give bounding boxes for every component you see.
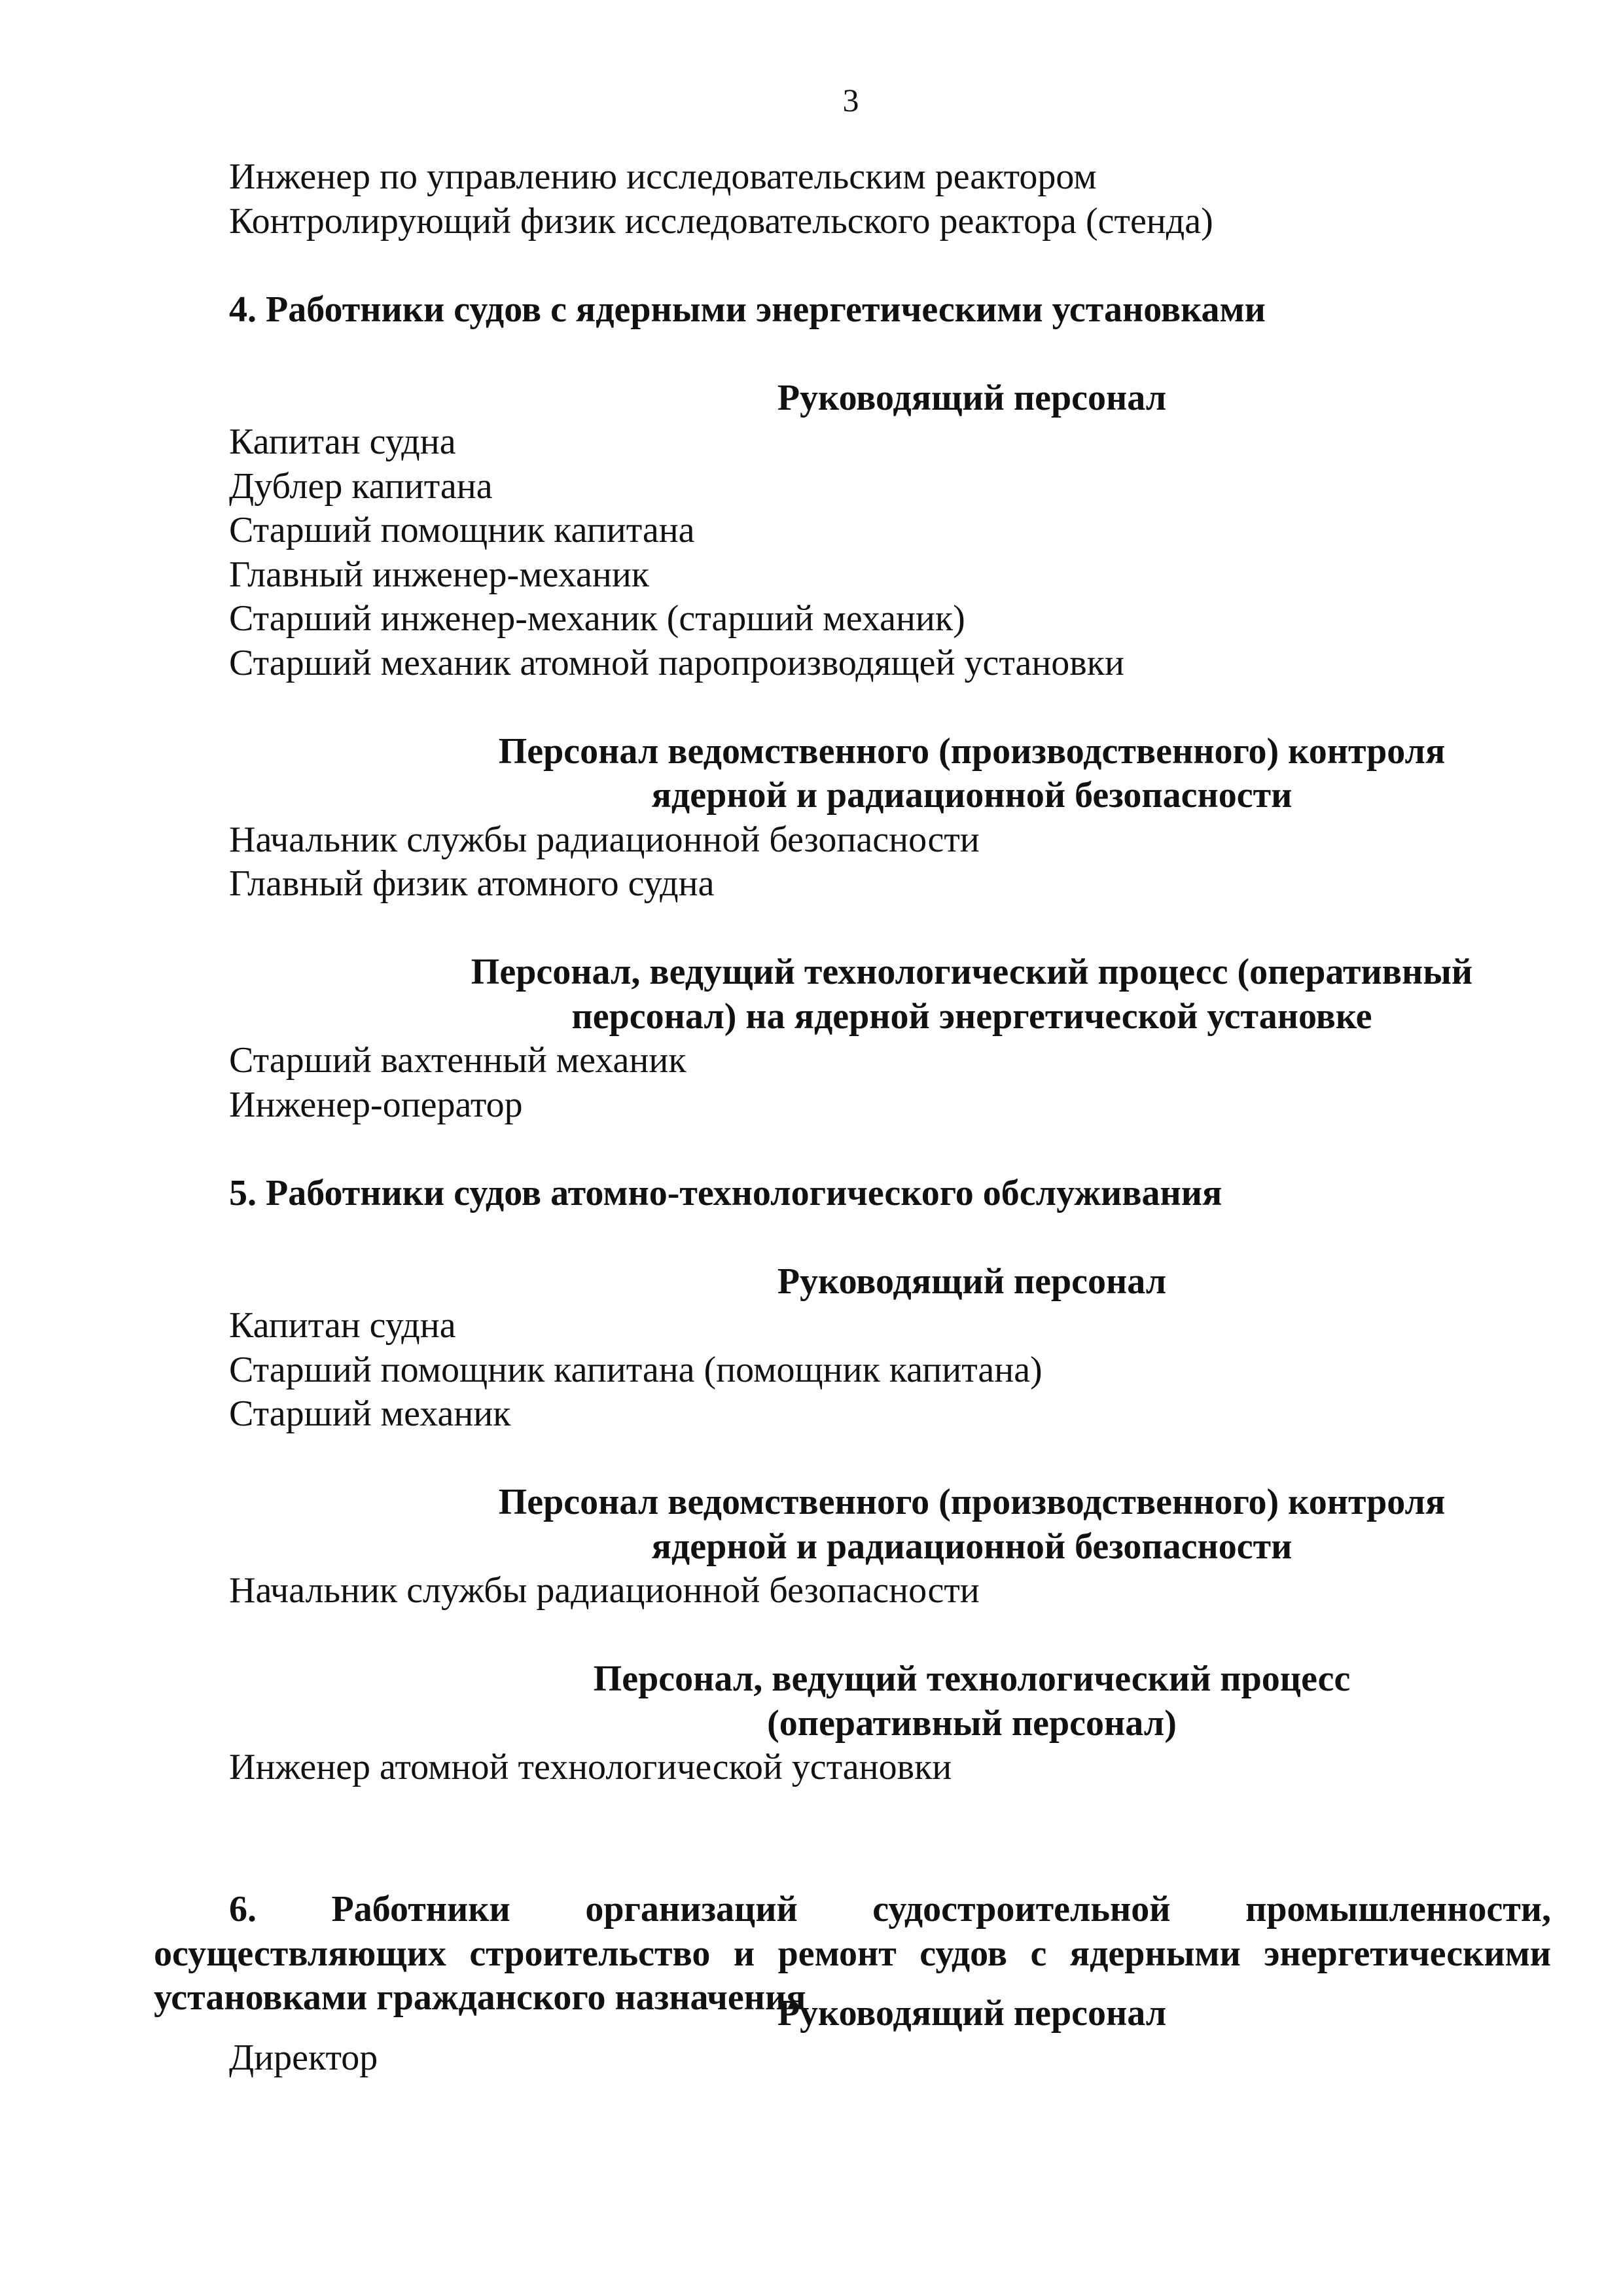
list-item: Старший помощник капитана (помощник капитана) <box>229 1349 1043 1390</box>
list-item: Инженер-оператор <box>229 1084 523 1125</box>
list-item: Старший механик <box>229 1393 511 1434</box>
section-6-body <box>229 1992 1551 2080</box>
section-5-control-heading <box>229 1480 1551 1569</box>
section-5-management-heading: Руководящий персонал <box>777 1261 1167 1302</box>
heading-line: Персонал ведомственного (производственного) контроля <box>498 730 1446 772</box>
list-item: Инженер по управлению исследовательским реактором <box>229 156 1097 197</box>
section-4-title: 4. Работники судов с ядерными энергетическими установками <box>229 289 1266 330</box>
section-5-operative-heading <box>229 1657 1551 1746</box>
section-5-control-list <box>229 1569 1551 1613</box>
document-body <box>229 155 1551 1790</box>
section-4-operative-list <box>229 1039 1551 1127</box>
heading-line: ядерной и радиационной безопасности <box>651 1526 1293 1567</box>
list-item: Капитан судна <box>229 1305 456 1346</box>
list-item: Контролирующий физик исследовательского реактора (стенда) <box>229 200 1213 242</box>
section-4-control-list <box>229 818 1551 906</box>
list-item: Старший инженер-механик (старший механик) <box>229 598 965 639</box>
section-4-management-heading: Руководящий персонал <box>777 377 1167 418</box>
list-item: Дублер капитана <box>229 465 493 507</box>
section-5-operative-list <box>229 1746 1551 1790</box>
list-item: Директор <box>229 2037 378 2078</box>
heading-line: (оперативный персонал) <box>767 1702 1177 1744</box>
section-6-management-heading: Руководящий персонал <box>777 1993 1167 2034</box>
list-item: Старший вахтенный механик <box>229 1040 687 1081</box>
list-item: Начальник службы радиационной безопасности <box>229 819 980 860</box>
list-item: Главный инженер-механик <box>229 554 650 595</box>
section-4-control-heading <box>229 730 1551 818</box>
section-5-management-list <box>229 1304 1551 1437</box>
list-item: Старший механик атомной паропроизводящей установки <box>229 642 1124 683</box>
list-item: Инженер атомной технологической установки <box>229 1747 952 1787</box>
section-6-title: 6. Работники организаций судостроительной промышленности, осуществляющих строительство и ремонт судов с ядерными энергетическими установками гражданского назначения <box>154 1889 1551 2018</box>
list-item: Главный физик атомного судна <box>229 863 715 904</box>
intro-list <box>229 155 1551 243</box>
section-6-management-list <box>229 2036 1551 2081</box>
section-5-title: 5. Работники судов атомно-технологического обслуживания <box>229 1172 1222 1213</box>
heading-line: Персонал ведомственного (производственного) контроля <box>498 1482 1446 1522</box>
heading-line: Персонал, ведущий технологический процесс <box>593 1659 1351 1699</box>
list-item: Капитан судна <box>229 422 456 462</box>
heading-line: Персонал, ведущий технологический процесс (оперативный <box>471 952 1473 992</box>
list-item: Старший помощник капитана <box>229 510 695 550</box>
page-number: 3 <box>842 82 859 118</box>
section-4-management-list <box>229 420 1551 685</box>
section-4-operative-heading <box>229 950 1551 1039</box>
heading-line: ядерной и радиационной безопасности <box>651 775 1293 816</box>
list-item: Начальник службы радиационной безопасности <box>229 1570 980 1611</box>
heading-line: персонал) на ядерной энергетической установке <box>571 996 1372 1037</box>
